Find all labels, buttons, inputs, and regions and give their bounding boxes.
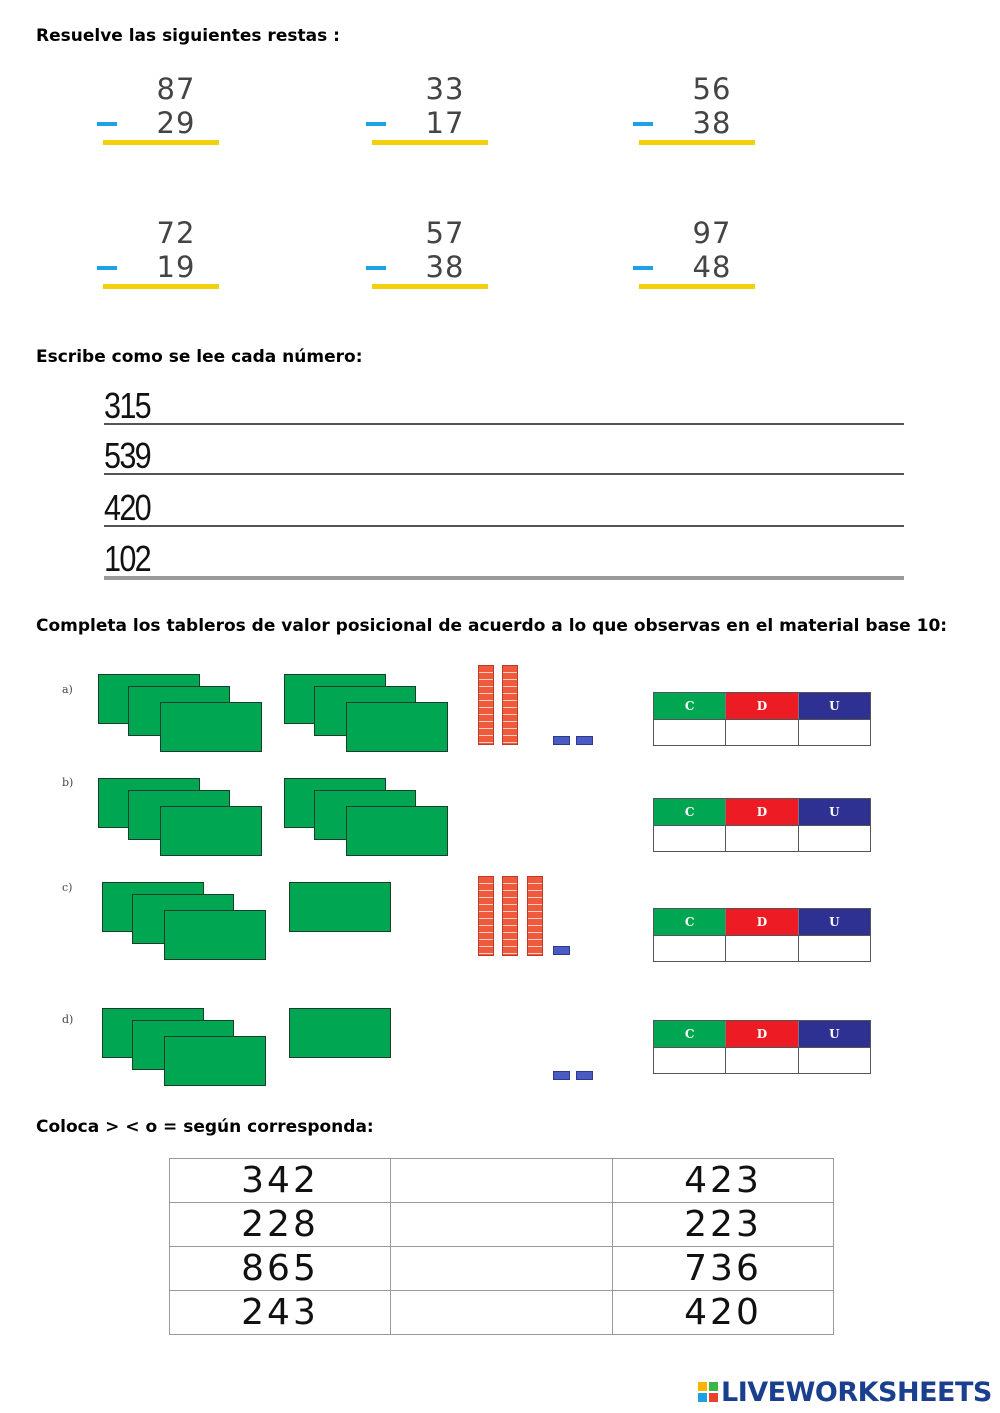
table-row <box>170 1159 834 1203</box>
comparison-input[interactable] <box>391 1291 613 1335</box>
answer-line[interactable] <box>372 284 488 289</box>
logo-text: LIVEWORKSHEETS <box>721 1376 992 1408</box>
hundred-flat <box>164 910 266 960</box>
number-writing-line[interactable] <box>104 381 904 425</box>
left-number: 342 <box>170 1159 391 1203</box>
subtrahend: 17 <box>425 106 465 140</box>
hundred-flat <box>164 1036 266 1086</box>
hundreds-input[interactable] <box>654 826 726 852</box>
units-input[interactable] <box>799 936 870 962</box>
answer-line[interactable] <box>372 140 488 145</box>
left-number: 228 <box>170 1203 391 1247</box>
row-label: a) <box>62 683 73 696</box>
header-hundreds: C <box>654 909 726 935</box>
header-units: U <box>799 1021 870 1047</box>
hundred-flat <box>160 806 262 856</box>
answer-line[interactable] <box>639 284 755 289</box>
hundreds-input[interactable] <box>654 720 726 746</box>
answer-line[interactable] <box>639 140 755 145</box>
units-input[interactable] <box>799 720 870 746</box>
tens-input[interactable] <box>726 826 798 852</box>
right-number: 423 <box>613 1159 834 1203</box>
ten-rod <box>502 665 518 745</box>
unit-cube <box>576 1071 593 1080</box>
logo-icon <box>698 1382 718 1402</box>
hundreds-input[interactable] <box>654 936 726 962</box>
units-input[interactable] <box>799 1048 870 1074</box>
subtrahend: 29 <box>156 106 196 140</box>
unit-cube <box>553 946 570 955</box>
ten-rod <box>527 876 543 956</box>
minus-sign <box>366 266 386 270</box>
subtraction-3 <box>633 72 763 152</box>
header-units: U <box>799 799 870 825</box>
header-tens: D <box>726 1021 798 1047</box>
number-label: 420 <box>104 487 150 528</box>
subtraction-5 <box>366 216 496 296</box>
tens-input[interactable] <box>726 1048 798 1074</box>
left-number: 243 <box>170 1291 391 1335</box>
comparison-input[interactable] <box>391 1203 613 1247</box>
header-units: U <box>799 909 870 935</box>
subtrahend: 38 <box>425 250 465 284</box>
subtraction-1 <box>97 72 227 152</box>
minuend: 72 <box>156 216 196 250</box>
unit-cube <box>553 736 570 745</box>
number-writing-line[interactable] <box>104 431 904 475</box>
header-tens: D <box>726 799 798 825</box>
header-units: U <box>799 693 870 719</box>
header-hundreds: C <box>654 693 726 719</box>
liveworksheets-logo <box>698 1377 992 1407</box>
header-hundreds: C <box>654 799 726 825</box>
comparison-input[interactable] <box>391 1159 613 1203</box>
answer-line[interactable] <box>103 140 219 145</box>
place-value-table <box>653 1020 871 1074</box>
row-label: b) <box>62 776 74 789</box>
heading-compare: Coloca > < o = según corresponda: <box>36 1117 374 1137</box>
comparison-input[interactable] <box>391 1247 613 1291</box>
ten-rod <box>478 876 494 956</box>
minuend: 33 <box>425 72 465 106</box>
number-label: 102 <box>104 538 150 579</box>
subtraction-4 <box>97 216 227 296</box>
minus-sign <box>97 122 117 126</box>
answer-line[interactable] <box>103 284 219 289</box>
heading-place-value: Completa los tableros de valor posicional de acuerdo a lo que observas en el material base 10: <box>36 616 948 636</box>
minus-sign <box>633 266 653 270</box>
units-input[interactable] <box>799 826 870 852</box>
number-label: 539 <box>104 435 150 476</box>
comparison-table <box>169 1158 834 1335</box>
subtrahend: 38 <box>692 106 732 140</box>
subtraction-6 <box>633 216 763 296</box>
tens-input[interactable] <box>726 720 798 746</box>
table-row <box>170 1203 834 1247</box>
minuend: 56 <box>692 72 732 106</box>
minus-sign <box>366 122 386 126</box>
number-writing-line[interactable] <box>104 534 904 580</box>
minus-sign <box>633 122 653 126</box>
table-row <box>170 1247 834 1291</box>
subtrahend: 48 <box>692 250 732 284</box>
minuend: 57 <box>425 216 465 250</box>
header-hundreds: C <box>654 1021 726 1047</box>
ten-rod <box>502 876 518 956</box>
heading-number-words: Escribe como se lee cada número: <box>36 347 363 367</box>
hundred-flat <box>346 806 448 856</box>
place-value-table <box>653 692 871 746</box>
subtraction-2 <box>366 72 496 152</box>
right-number: 420 <box>613 1291 834 1335</box>
number-label: 315 <box>104 385 150 426</box>
hundred-flat <box>346 702 448 752</box>
header-tens: D <box>726 693 798 719</box>
hundred-flat <box>289 1008 391 1058</box>
row-label: d) <box>62 1013 74 1026</box>
unit-cube <box>576 736 593 745</box>
subtrahend: 19 <box>156 250 196 284</box>
heading-subtractions: Resuelve las siguientes restas : <box>36 26 340 46</box>
ten-rod <box>478 665 494 745</box>
place-value-table <box>653 798 871 852</box>
right-number: 736 <box>613 1247 834 1291</box>
hundred-flat <box>160 702 262 752</box>
row-label: c) <box>62 881 73 894</box>
hundred-flat <box>289 882 391 932</box>
number-writing-line[interactable] <box>104 483 904 527</box>
right-number: 223 <box>613 1203 834 1247</box>
tens-input[interactable] <box>726 936 798 962</box>
unit-cube <box>553 1071 570 1080</box>
minuend: 87 <box>156 72 196 106</box>
minuend: 97 <box>692 216 732 250</box>
left-number: 865 <box>170 1247 391 1291</box>
minus-sign <box>97 266 117 270</box>
place-value-table <box>653 908 871 962</box>
hundreds-input[interactable] <box>654 1048 726 1074</box>
table-row <box>170 1291 834 1335</box>
header-tens: D <box>726 909 798 935</box>
